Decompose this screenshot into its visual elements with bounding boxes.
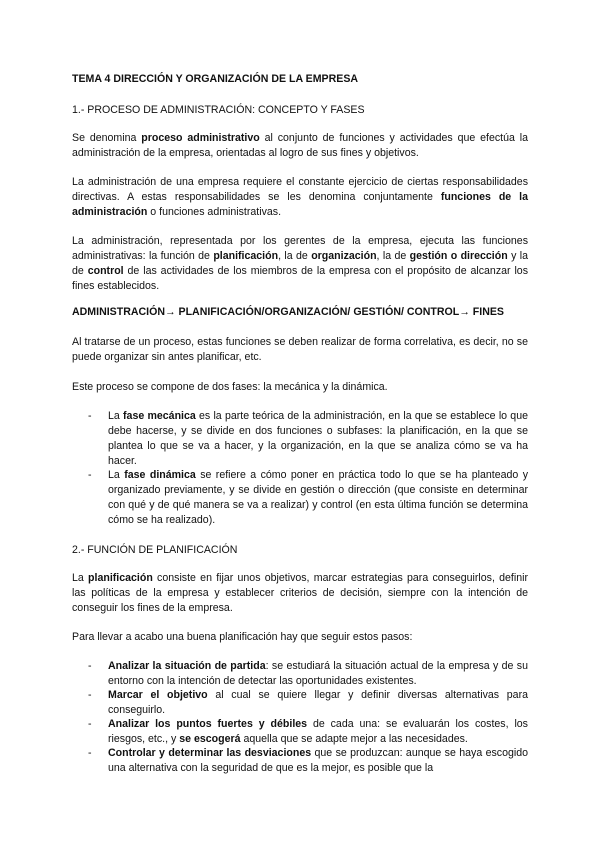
process-flow-line: ADMINISTRACIÓN→ PLANIFICACIÓN/ORGANIZACIÓN/ GESTIÓN/ CONTROL→ FINES bbox=[72, 306, 504, 318]
list-item-step-analizar-situacion: Analizar la situación de partida: se estudiará la situación actual de la empresa y de su entorno con la intención de detectar las oportunidades existentes. bbox=[108, 660, 528, 687]
paragraph-planificacion: La planificación consiste en fijar unos objetivos, marcar estrategias para conseguirlos, definir las políticas de la empresa y establecer criterios de decisión, siempre con la intención de conseguir los fines de la empresa. bbox=[72, 572, 528, 614]
list-item-fase-mecanica: La fase mecánica es la parte teórica de la administración, en la que se establece lo que debe hacerse, y se divide en dos funciones o subfases: la planificación, en la que se plantea lo que se va a hacer, y la organización, en la que se analiza cómo se va ha hacer. bbox=[108, 410, 528, 467]
list-item-fase-dinamica: La fase dinámica se refiere a cómo poner en práctica todo lo que se ha planteado y organizado previamente, y se divide en gestión o dirección (que consiste en determinar con qué y de qué manera se va a realizar) y control (en esta última función se determina cómo se ha realizado). bbox=[108, 469, 529, 526]
section-1-heading: 1.- PROCESO DE ADMINISTRACIÓN: CONCEPTO Y FASES bbox=[72, 104, 365, 116]
bullet-dash: - bbox=[88, 718, 92, 730]
paragraph-pasos: Para llevar a acabo una buena planificación hay que seguir estos pasos: bbox=[72, 631, 413, 643]
section-2-heading: 2.- FUNCIÓN DE PLANIFICACIÓN bbox=[72, 544, 238, 556]
bullet-dash: - bbox=[88, 689, 92, 701]
bullet-dash: - bbox=[88, 747, 92, 759]
paragraph-funciones-administracion: La administración de una empresa requiere el constante ejercicio de ciertas responsabilidades directivas. A estas responsabilidades se les denomina conjuntamente funciones de la administración o funciones administrativas. bbox=[72, 176, 528, 218]
list-item-step-puntos-fuertes: Analizar los puntos fuertes y débiles de cada una: se evaluarán los costes, los riesgos, etc., y se escogerá aquella que se adapte mejor a las necesidades. bbox=[108, 718, 528, 745]
bullet-dash: - bbox=[88, 410, 92, 422]
paragraph-dos-fases: Este proceso se compone de dos fases: la mecánica y la dinámica. bbox=[72, 381, 388, 393]
list-item-step-controlar-desviaciones: Controlar y determinar las desviaciones que se produzcan: aunque se haya escogido una alternativa con la seguridad de que es la mejor, es posible que la bbox=[108, 747, 528, 774]
paragraph-proceso-administrativo: Se denomina proceso administrativo al conjunto de funciones y actividades que efectúa la administración de la empresa, orientadas al logro de sus fines y objetivos. bbox=[72, 132, 529, 159]
bullet-dash: - bbox=[88, 660, 92, 672]
list-item-step-marcar-objetivo: Marcar el objetivo al cual se quiere llegar y definir diversas alternativas para conseguirlo. bbox=[108, 689, 528, 716]
paragraph-correlativa: Al tratarse de un proceso, estas funciones se deben realizar de forma correlativa, es decir, no se puede organizar sin antes planificar, etc. bbox=[72, 336, 528, 363]
bullet-dash: - bbox=[88, 469, 92, 481]
paragraph-gerentes: La administración, representada por los gerentes de la empresa, ejecuta las funciones administrativas: la función de planificación, la de organización, la de gestión o dirección y la de control de las actividades de los miembros de la empresa con el propósito de alcanzar los fines establecidos. bbox=[72, 235, 528, 292]
document-title: TEMA 4 DIRECCIÓN Y ORGANIZACIÓN DE LA EMPRESA bbox=[72, 73, 359, 85]
